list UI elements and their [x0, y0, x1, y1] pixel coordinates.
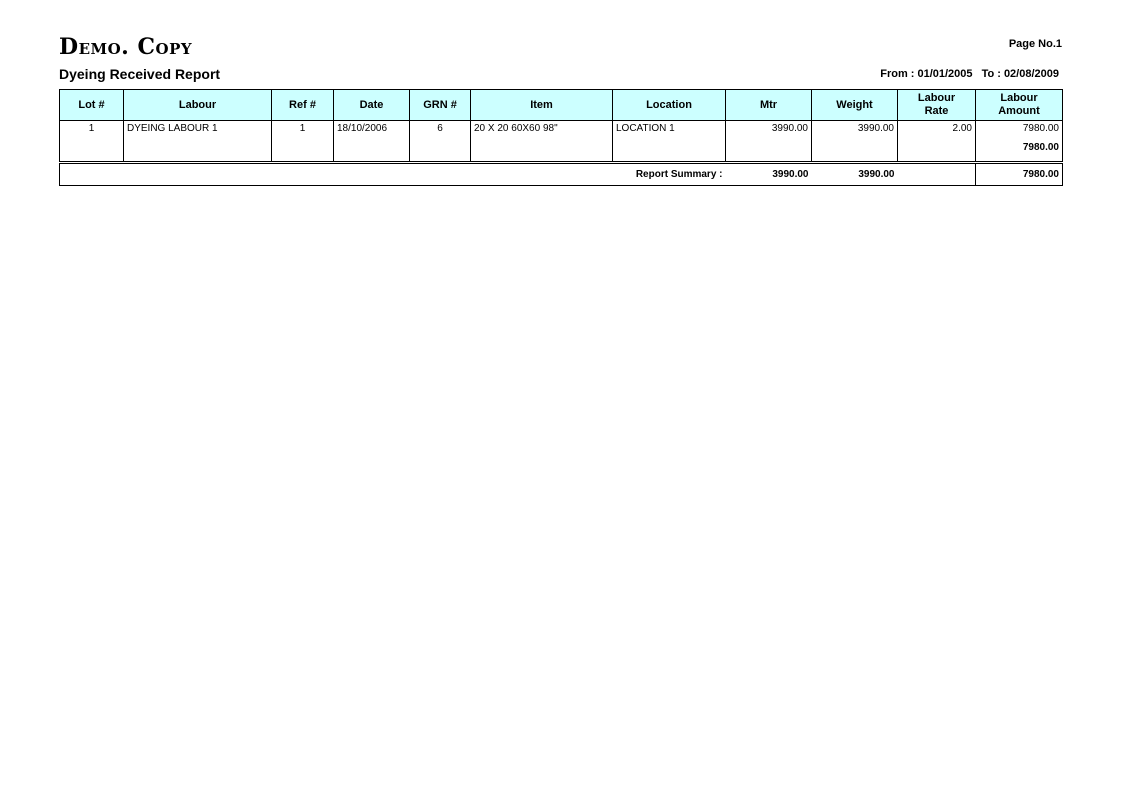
cell-ref: 1	[272, 121, 334, 162]
col-header-grn: GRN #	[410, 90, 471, 121]
col-header-location: Location	[613, 90, 726, 121]
summary-row	[60, 164, 1063, 186]
col-header-labour: Labour	[124, 90, 272, 121]
summary-label: Report Summary :	[60, 164, 726, 186]
cell-labour: DYEING LABOUR 1	[124, 121, 272, 162]
page-number: Page No.1	[1008, 38, 1062, 50]
company-name: Demo. Copy	[59, 34, 193, 60]
to-label: To :	[981, 68, 1001, 80]
col-header-ref: Ref #	[272, 90, 334, 121]
summary-mtr: 3990.00	[726, 164, 812, 186]
summary-weight: 3990.00	[812, 164, 898, 186]
report-summary	[59, 163, 1063, 186]
report-title: Dyeing Received Report	[59, 66, 221, 82]
report-table	[59, 89, 1063, 162]
amount-value: 7980.00	[1022, 123, 1059, 134]
amount-subtotal: 7980.00	[1022, 142, 1059, 153]
cell-item: 20 X 20 60X60 98"	[471, 121, 613, 162]
col-header-labour-amount: Labour Amount	[976, 90, 1063, 121]
cell-labour-rate: 2.00	[898, 121, 976, 162]
col-header-mtr: Mtr	[726, 90, 812, 121]
col-header-weight: Weight	[812, 90, 898, 121]
col-header-lot: Lot #	[60, 90, 124, 121]
cell-labour-amount	[976, 121, 1063, 162]
summary-amount: 7980.00	[976, 164, 1063, 186]
date-range	[880, 68, 1062, 80]
summary-rate-empty	[898, 164, 976, 186]
cell-date: 18/10/2006	[334, 121, 410, 162]
col-header-date: Date	[334, 90, 410, 121]
cell-location: LOCATION 1	[613, 121, 726, 162]
cell-lot: 1	[60, 121, 124, 162]
from-date: 01/01/2005	[917, 68, 973, 80]
col-header-labour-rate: Labour Rate	[898, 90, 976, 121]
cell-mtr: 3990.00	[726, 121, 812, 162]
from-label: From :	[880, 68, 915, 80]
cell-weight: 3990.00	[812, 121, 898, 162]
col-header-item: Item	[471, 90, 613, 121]
table-header-row	[60, 90, 1063, 121]
cell-grn: 6	[410, 121, 471, 162]
table-row	[60, 121, 1063, 162]
to-date: 02/08/2009	[1003, 68, 1059, 80]
